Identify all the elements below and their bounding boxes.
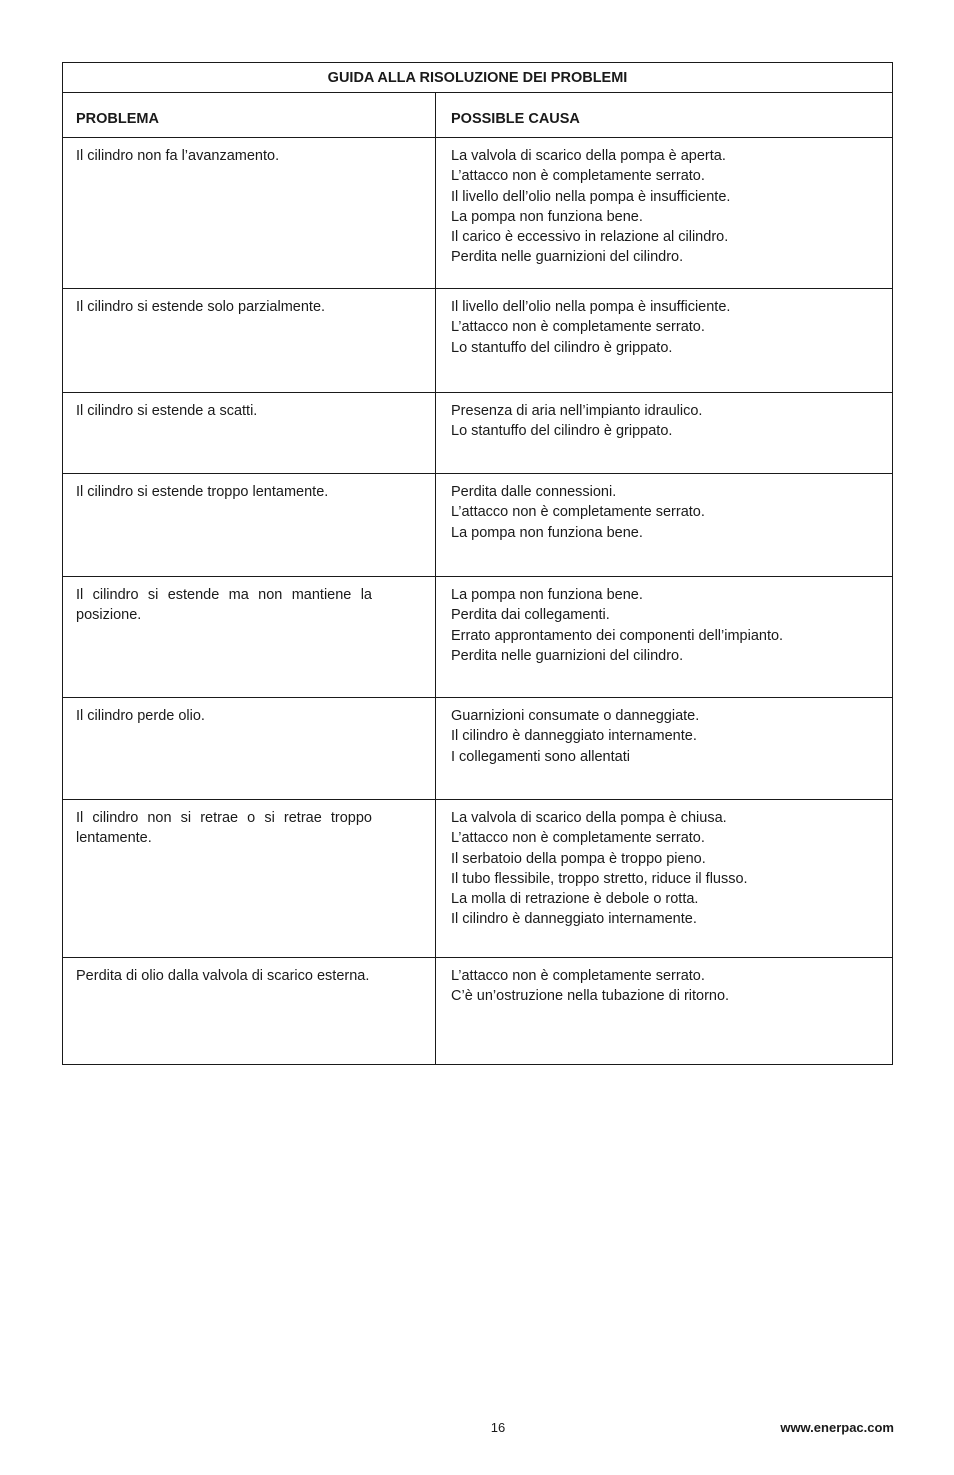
cause-text: La valvola di scarico della pompa è aperta. <box>451 148 726 164</box>
cause-text: Perdita dai collegamenti. <box>451 607 610 624</box>
problem-text: Perdita di olio dalla valvola di scarico esterna. <box>76 968 370 984</box>
cause-text: La pompa non funziona bene. <box>451 587 643 603</box>
cause-cell <box>436 138 893 289</box>
cause-text: La molla di retrazione è debole o rotta. <box>451 891 699 908</box>
cause-cell <box>436 289 893 393</box>
problem-text: Il cilindro si estende ma non mantiene la posizione. <box>76 587 372 624</box>
problem-text: Il cilindro si estende solo parzialmente. <box>76 299 326 315</box>
cause-text: Il cilindro è danneggiato internamente. <box>451 728 697 745</box>
cause-cell <box>436 474 893 577</box>
problem-cell <box>63 958 436 1065</box>
problem-cell <box>63 138 436 289</box>
cause-cell <box>436 698 893 800</box>
problem-text: Il cilindro non fa l’avanzamento. <box>76 148 280 164</box>
cause-text: I collegamenti sono allentati <box>451 748 630 765</box>
problem-cell <box>63 577 436 698</box>
table-header-row <box>63 93 893 138</box>
table-title: GUIDA ALLA RISOLUZIONE DEI PROBLEMI <box>63 63 893 93</box>
cause-text: La valvola di scarico della pompa è chiusa. <box>451 810 727 826</box>
cause-text: L’attacco non è completamente serrato. <box>451 968 705 984</box>
cause-text: Perdita dalle connessioni. <box>451 484 617 500</box>
cause-text: Il carico è eccessivo in relazione al cilindro. <box>451 229 729 246</box>
cause-cell <box>436 393 893 474</box>
header-problem: PROBLEMA <box>63 93 436 138</box>
cause-cell <box>436 800 893 958</box>
cause-text: Il livello dell’olio nella pompa è insufficiente. <box>451 299 731 315</box>
table-row <box>63 289 893 393</box>
problem-text: Il cilindro perde olio. <box>76 708 205 724</box>
cause-text: La pompa non funziona bene. <box>451 208 643 225</box>
cause-text: Perdita nelle guarnizioni del cilindro. <box>451 249 684 266</box>
cause-cell <box>436 577 893 698</box>
cause-text: L’attacco non è completamente serrato. <box>451 168 705 185</box>
table-row <box>63 577 893 698</box>
table-row <box>63 698 893 800</box>
cause-text: L’attacco non è completamente serrato. <box>451 319 705 336</box>
table-title-row <box>63 63 893 93</box>
cause-text: La pompa non funziona bene. <box>451 524 643 541</box>
footer-website: www.enerpac.com <box>780 1420 894 1435</box>
table-row <box>63 958 893 1065</box>
header-cause: POSSIBLE CAUSA <box>436 93 893 138</box>
problem-cell <box>63 800 436 958</box>
problem-cell <box>63 474 436 577</box>
table-row <box>63 393 893 474</box>
table-row <box>63 800 893 958</box>
table-rows <box>63 138 893 1065</box>
table-row <box>63 138 893 289</box>
cause-text: Errato approntamento dei componenti dell’impianto. <box>451 627 784 644</box>
problem-text: Il cilindro non si retrae o si retrae troppo lentamente. <box>76 810 372 847</box>
cause-text: Lo stantuffo del cilindro è grippato. <box>451 339 673 356</box>
cause-text: Presenza di aria nell’impianto idraulico. <box>451 403 703 419</box>
cause-text: Il serbatoio della pompa è troppo pieno. <box>451 850 706 867</box>
problem-cell <box>63 393 436 474</box>
cause-text: Lo stantuffo del cilindro è grippato. <box>451 423 673 440</box>
cause-cell <box>436 958 893 1065</box>
problem-cell <box>63 289 436 393</box>
cause-text: L’attacco non è completamente serrato. <box>451 830 705 847</box>
cause-text: Perdita nelle guarnizioni del cilindro. <box>451 647 684 664</box>
cause-text: Il livello dell’olio nella pompa è insufficiente. <box>451 188 731 205</box>
troubleshooting-table <box>62 62 893 1065</box>
cause-text: Guarnizioni consumate o danneggiate. <box>451 708 700 724</box>
page-number: 16 <box>490 1420 506 1435</box>
cause-text: Il cilindro è danneggiato internamente. <box>451 911 697 928</box>
problem-text: Il cilindro si estende troppo lentamente. <box>76 484 329 500</box>
cause-text: Il tubo flessibile, troppo stretto, riduce il flusso. <box>451 870 748 887</box>
cause-text: L’attacco non è completamente serrato. <box>451 504 705 521</box>
table-row <box>63 474 893 577</box>
cause-text: C’è un’ostruzione nella tubazione di ritorno. <box>451 988 730 1005</box>
problem-cell <box>63 698 436 800</box>
problem-text: Il cilindro si estende a scatti. <box>76 403 258 419</box>
